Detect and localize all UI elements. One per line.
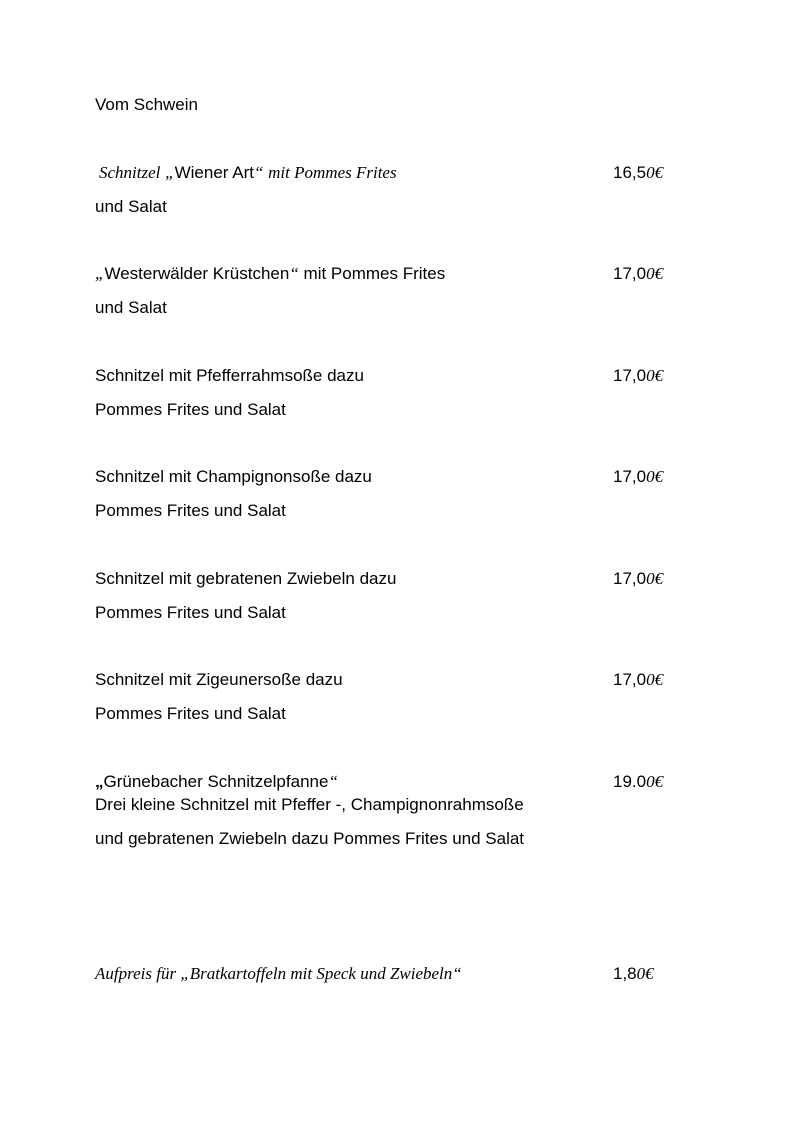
menu-item-4-price-tail: 0€ <box>646 467 664 486</box>
menu-item-1-price-tail: 0€ <box>646 163 664 182</box>
menu-item-1-quote-close: “ <box>253 163 264 182</box>
section-title: Vom Schwein <box>95 95 198 114</box>
menu-item-7-name-main: Grünebacher Schnitzelpfanne <box>103 772 329 791</box>
menu-item-1-name-post: mit Pommes Frites <box>268 163 397 182</box>
menu-item-2-price <box>613 264 663 284</box>
menu-item-1-line2: und Salat <box>95 197 167 216</box>
menu-item-1-quote-open: „ <box>165 163 175 182</box>
surcharge-price-tail: 0€ <box>636 964 654 983</box>
menu-item-3-line1: Schnitzel mit Pfefferrahmsoße dazu <box>95 366 364 385</box>
menu-item-2-quote-open: „ <box>95 264 105 283</box>
menu-item-3-line2: Pommes Frites und Salat <box>95 400 286 419</box>
menu-item-7-name <box>95 772 338 792</box>
menu-item-4-line2: Pommes Frites und Salat <box>95 501 286 520</box>
menu-item-6-line2: Pommes Frites und Salat <box>95 704 286 723</box>
menu-item-7-price-tail: 0€ <box>646 772 664 791</box>
surcharge-price <box>613 964 654 984</box>
menu-item-4-price <box>613 467 663 487</box>
menu-item-6-price-tail: 0€ <box>646 670 664 689</box>
menu-item-5-price-num: 17,0 <box>613 569 647 588</box>
menu-item-1-name-pre: Schnitzel <box>99 163 161 182</box>
menu-item-1-price-num: 16,5 <box>613 163 647 182</box>
menu-item-1-name <box>99 163 397 183</box>
menu-item-7-price-num: 19.0 <box>613 772 647 791</box>
menu-item-2-name-post: mit Pommes Frites <box>303 264 446 283</box>
menu-item-1-name-main: Wiener Art <box>174 163 254 182</box>
menu-item-5-line2: Pommes Frites und Salat <box>95 603 286 622</box>
menu-item-1-price <box>613 163 663 183</box>
menu-item-2-price-num: 17,0 <box>613 264 647 283</box>
menu-item-5-price-tail: 0€ <box>646 569 664 588</box>
surcharge-price-num: 1,8 <box>613 964 637 983</box>
menu-item-7-price <box>613 772 663 792</box>
menu-item-4-price-num: 17,0 <box>613 467 647 486</box>
menu-item-2-name <box>95 264 445 284</box>
menu-item-2-name-main: Westerwälder Krüstchen <box>104 264 290 283</box>
menu-item-7-quote-close: “ <box>328 772 338 791</box>
menu-item-7-quote-open: „ <box>95 772 104 791</box>
surcharge-text: Aufpreis für „Bratkartoffeln mit Speck und Zwiebeln“ <box>95 964 462 983</box>
menu-item-6-price <box>613 670 663 690</box>
menu-item-5-line1: Schnitzel mit gebratenen Zwiebeln dazu <box>95 569 397 588</box>
menu-item-7-line3: und gebratenen Zwiebeln dazu Pommes Frites und Salat <box>95 829 525 848</box>
menu-item-5-price <box>613 569 663 589</box>
menu-item-2-quote-close: “ <box>289 264 299 283</box>
menu-item-6-line1: Schnitzel mit Zigeunersoße dazu <box>95 670 343 689</box>
menu-item-3-price-num: 17,0 <box>613 366 647 385</box>
menu-item-3-price <box>613 366 663 386</box>
menu-item-2-price-tail: 0€ <box>646 264 664 283</box>
menu-item-6-price-num: 17,0 <box>613 670 647 689</box>
menu-item-3-price-tail: 0€ <box>646 366 664 385</box>
menu-item-2-line2: und Salat <box>95 298 167 317</box>
menu-item-4-line1: Schnitzel mit Champignonsoße dazu <box>95 467 372 486</box>
menu-item-7-line2: Drei kleine Schnitzel mit Pfeffer -, Champignonrahmsoße <box>95 795 524 814</box>
